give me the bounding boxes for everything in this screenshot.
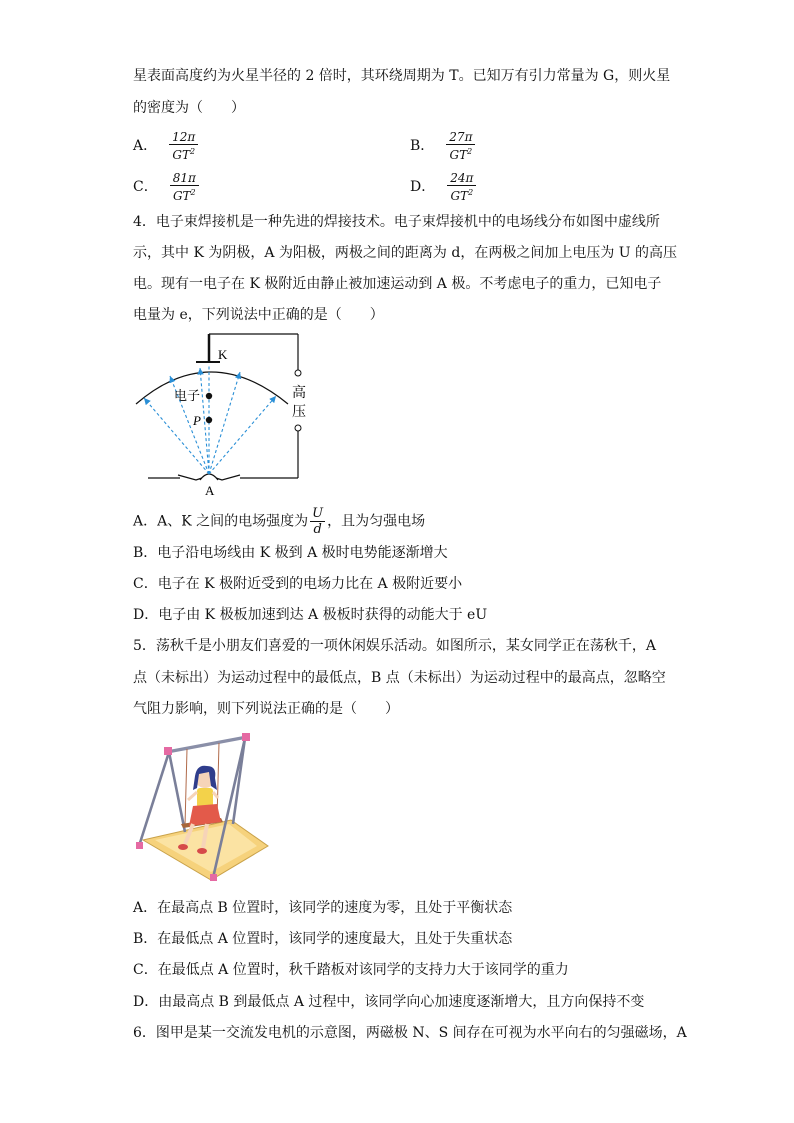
joint-top-left xyxy=(164,747,172,755)
q4-option-c[interactable]: C．电子在 K 极附近受到的电场力比在 A 极附近要小 xyxy=(133,576,463,592)
joint-top-right xyxy=(242,733,250,741)
q3-option-b[interactable] xyxy=(410,130,475,162)
rope-left xyxy=(185,749,187,826)
label-electron: 电子 xyxy=(174,388,201,403)
field-line-5 xyxy=(209,396,276,474)
option-letter: C． xyxy=(133,179,158,195)
q3-option-c[interactable] xyxy=(133,171,199,203)
label-high-2: 压 xyxy=(292,405,306,420)
q3-text-line-1: 星表面高度约为火星半径的 2 倍时，其环绕周期为 T。已知万有引力常量为 G，则火星 xyxy=(133,68,671,84)
anode-cup xyxy=(200,474,218,480)
terminal-bottom xyxy=(295,425,301,431)
girl-shoe-right xyxy=(197,848,207,854)
q5-option-c[interactable]: C．在最低点 A 位置时，秋千踏板对该同学的支持力大于该同学的重力 xyxy=(133,962,569,978)
field-arc xyxy=(136,372,288,404)
q5-text-line-1: 5．荡秋千是小朋友们喜爱的一项休闲娱乐活动。如图所示，某女同学正在荡秋千，A xyxy=(133,638,657,654)
label-high-1: 高 xyxy=(292,386,306,401)
q3-option-a[interactable] xyxy=(133,130,198,162)
q4-text-line-3: 电。现有一电子在 K 极附近由静止被加速运动到 A 极。不考虑电子的重力，已知电子 xyxy=(133,276,662,292)
fraction: $\frac{81\pi}{GT^2}$ xyxy=(170,171,199,203)
q5-option-a[interactable]: A．在最高点 B 位置时，该同学的速度为零，且处于平衡状态 xyxy=(133,900,513,916)
joint-bottom-right xyxy=(210,874,217,881)
q6-text-line-1: 6．图甲是某一交流发电机的示意图，两磁极 N、S 间存在可视为水平向右的匀强磁场，A xyxy=(133,1025,687,1041)
fraction: $\frac{12\pi}{GT^2}$ xyxy=(169,130,198,162)
electric-field-diagram xyxy=(130,328,315,500)
q4-text-line-4: 电量为 e，下列说法中正确的是（ ） xyxy=(133,307,384,323)
electron-point xyxy=(206,393,212,399)
q4-option-d[interactable]: D．电子由 K 极板加速到达 A 极板时获得的动能大于 eU xyxy=(133,607,488,623)
q4-option-a[interactable]: A．A、K 之间的电场强度为 $\frac{U}{d}$ ，且为匀强电场 xyxy=(133,506,426,537)
swing-illustration xyxy=(133,728,273,883)
q4-option-b[interactable]: B．电子沿电场线由 K 极到 A 极时电势能逐渐增大 xyxy=(133,545,448,561)
q5-option-d[interactable]: D．由最高点 B 到最低点 A 过程中，该同学向心加速度逐渐增大，且方向保持不变 xyxy=(133,994,645,1010)
point-p xyxy=(206,417,212,423)
option-letter: D． xyxy=(410,179,436,195)
label-p: P xyxy=(193,413,201,428)
anode-wedges xyxy=(178,475,240,480)
terminal-top xyxy=(295,370,301,376)
option-letter: B． xyxy=(410,138,435,154)
girl-arm-left xyxy=(188,792,197,800)
left-back-leg xyxy=(139,752,169,846)
left-front-leg xyxy=(169,752,185,832)
fraction: $\frac{27\pi}{GT^2}$ xyxy=(446,130,475,162)
joint-bottom-left xyxy=(136,842,143,849)
field-line-4 xyxy=(209,372,240,474)
option-letter: A． xyxy=(133,138,158,154)
q3-option-d[interactable] xyxy=(410,171,476,203)
q5-text-line-2: 点（未标出）为运动过程中的最低点，B 点（未标出）为运动过程中的最高点，忽略空 xyxy=(133,670,666,686)
q5-text-line-3: 气阻力影响，则下列说法正确的是（ ） xyxy=(133,701,399,717)
girl-shoe-left xyxy=(178,844,188,850)
fraction: $\frac{24\pi}{GT^2}$ xyxy=(447,171,476,203)
top-bar xyxy=(167,737,247,752)
q4-text-line-2: 示，其中 K 为阴极，A 为阳极，两极之间的距离为 d，在两极之间加上电压为 U 的高压 xyxy=(133,245,678,261)
q4-text-line-1: 4．电子束焊接机是一种先进的焊接技术。电子束焊接机中的电场线分布如图中虚线所 xyxy=(133,214,660,230)
q3-text-line-2: 的密度为（ ） xyxy=(133,100,245,116)
field-line-1 xyxy=(144,398,209,474)
label-a: A xyxy=(205,483,215,498)
fraction-u-over-d: $\frac{U}{d}$ xyxy=(312,506,324,537)
q5-option-b[interactable]: B．在最低点 A 位置时，该同学的速度最大，且处于失重状态 xyxy=(133,931,513,947)
label-k: K xyxy=(218,347,228,362)
